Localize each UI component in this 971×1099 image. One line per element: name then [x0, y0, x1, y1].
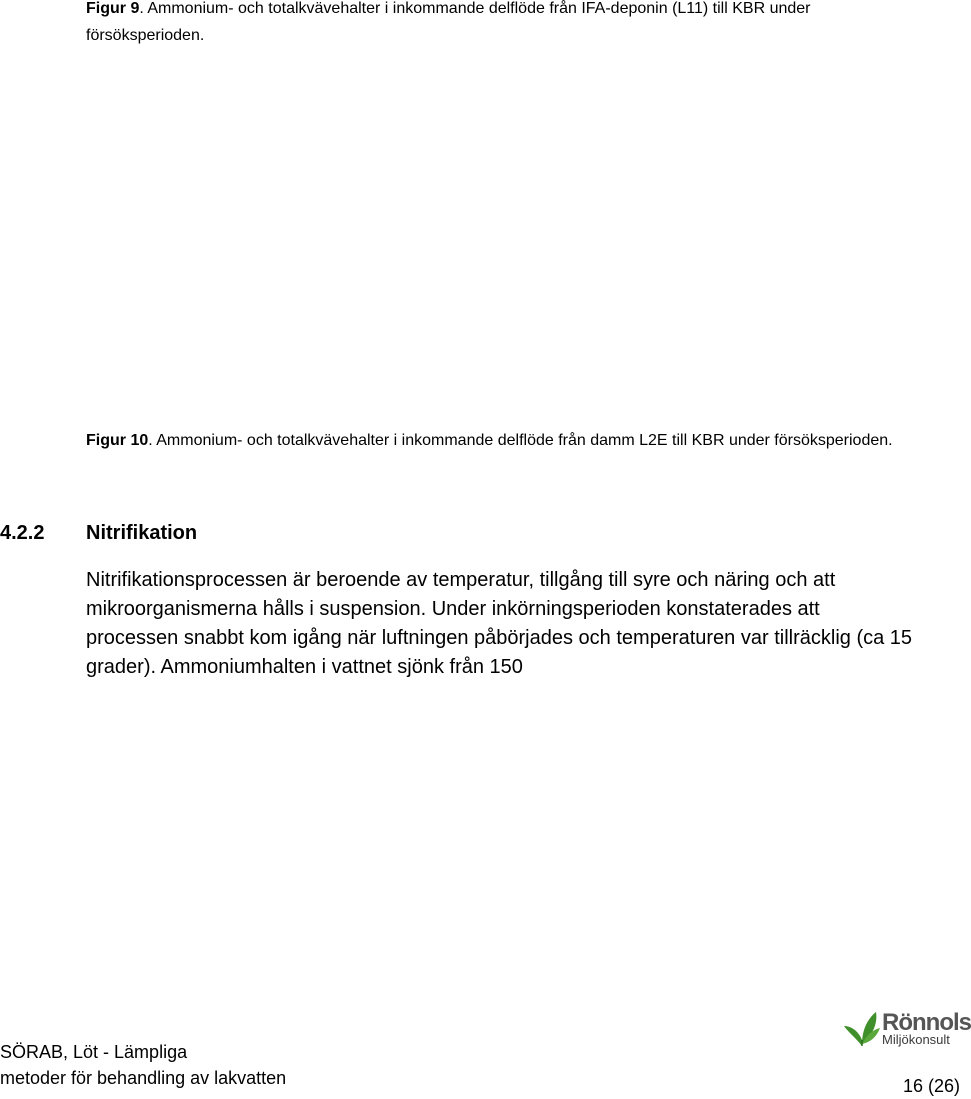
logo-subtitle: Miljökonsult	[882, 1032, 950, 1047]
footer-line-1: SÖRAB, Löt - Lämpliga	[0, 1042, 188, 1062]
figure-10-text: . Ammonium- och totalkvävehalter i inkommande delflöde från damm L2E till KBR under försöksperioden.	[148, 432, 893, 449]
figure-10-label: Figur 10	[86, 432, 149, 449]
page-number: 16 (26)	[902, 1076, 960, 1096]
figure-9-caption	[86, 0, 886, 49]
section-number: 4.2.2	[0, 522, 45, 544]
section-heading	[0, 522, 198, 545]
footer-document-title	[0, 1039, 286, 1091]
section-paragraph: Nitrifikationsprocessen är beroende av temperatur, tillgång till syre och näring och att mikroorganismerna hålls i suspension. Under inkörningsperioden konstaterades att processen snabbt kom igång när luftningen påbörjades och temperaturen var tillräcklig (ca 15 grader). Ammoniumhalten i vattnet sjönk från 150	[86, 569, 913, 678]
figure-9-text: . Ammonium- och totalkvävehalter i inkommande delflöde från IFA-deponin (L11) till KBR under försöksperioden.	[86, 0, 811, 44]
company-logo	[842, 1009, 971, 1052]
logo-name: Rönnols	[882, 1009, 971, 1036]
figure-10-caption	[86, 427, 906, 454]
section-title: Nitrifikation	[86, 522, 198, 544]
leaf-icon	[842, 1010, 882, 1048]
figure-9-label: Figur 9	[86, 0, 140, 17]
footer-line-2: metoder för behandling av lakvatten	[0, 1068, 287, 1088]
